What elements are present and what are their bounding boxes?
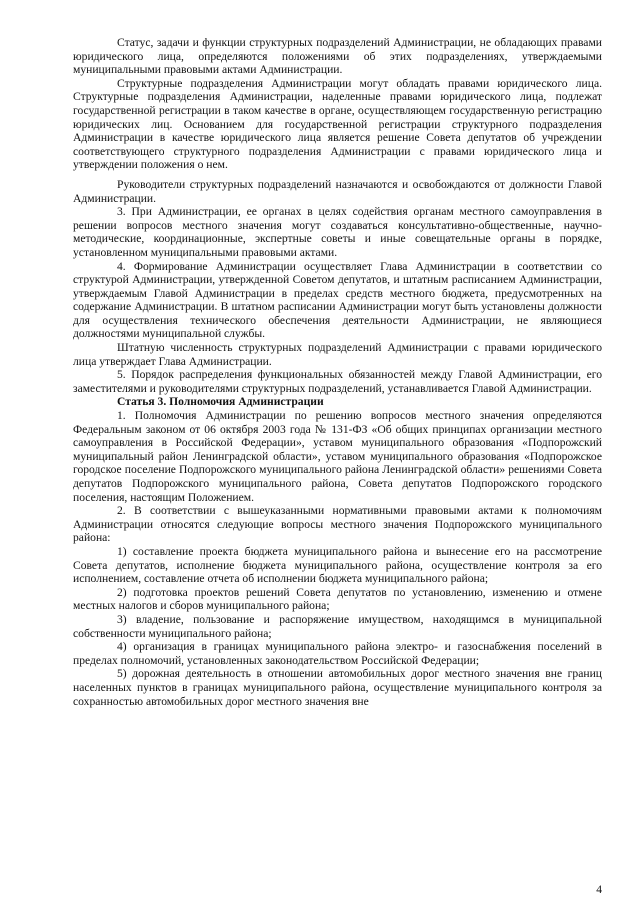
paragraph: Структурные подразделения Администрации могут обладать правами юридического лица. Структурные подразделения Администрации, наделенные правами юридического лица, подлежат государственной регистрации в таком качестве в органе, осуществляющем государственную регистрацию юридических лиц. Основанием для государственной регистрации структурного подразделения Администрации в качестве юридического лица является решение Совета депутатов об учреждении соответствующего структурного подразделения Администрации с правами юридического лица и утверждении положения о нем. (73, 76, 602, 172)
paragraph: 4. Формирование Администрации осуществляет Глава Администрации в соответствии со структурой Администрации, утвержденной Советом депутатов, и штатным расписанием Администрации, утверждаемым Главой Администрации в пределах средств местного бюджета, предусмотренных на содержание Администрации. В штатном расписании Администрации могут быть установлены должности для осуществления технического обеспечения деятельности Администрации, не являющиеся должностями муниципальной службы. (73, 259, 602, 341)
paragraph: Руководители структурных подразделений назначаются и освобождаются от должности Главой Администрации. (73, 177, 602, 205)
list-item: 3) владение, пользование и распоряжение имуществом, находящимся в муниципальной собственности муниципального района; (73, 612, 602, 640)
paragraph: Статус, задачи и функции структурных подразделений Администрации, не обладающих правами юридического лица, определяются положениями об этих подразделениях, утверждаемыми муниципальными правовыми актами Администрации. (73, 36, 602, 77)
list-item: 5) дорожная деятельность в отношении автомобильных дорог местного значения вне границ населенных пунктов в границах муниципального района, осуществление муниципального контроля за сохранностью автомобильных дорог местного значения вне (73, 667, 602, 708)
paragraph: 3. При Администрации, ее органах в целях содействия органам местного самоуправления в решении вопросов местного значения могут создаваться консультативно-общественные, научно-методические, координационные, экспертные советы и иные совещательные органы в порядке, установленном муниципальными правовыми актами. (73, 205, 602, 259)
paragraph: 5. Порядок распределения функциональных обязанностей между Главой Администрации, его заместителями и руководителями структурных подразделений, устанавливается Главой Администрации. (73, 368, 602, 395)
paragraph: Штатную численность структурных подразделений Администрации с правами юридического лица утверждает Глава Администрации. (73, 341, 602, 368)
paragraph: 2. В соответствии с вышеуказанными нормативными правовыми актами к полномочиям Администрации относятся следующие вопросы местного значения Подпорожского муниципального района: (73, 504, 602, 545)
page-number: 4 (596, 883, 602, 896)
document-body (73, 36, 602, 708)
section-heading: Статья 3. Полномочия Администрации (117, 395, 324, 409)
list-item: 4) организация в границах муниципального района электро- и газоснабжения поселений в пределах полномочий, установленных законодательством Российской Федерации; (73, 640, 602, 667)
list-item: 1) составление проекта бюджета муниципального района и вынесение его на рассмотрение Совета депутатов, исполнение бюджета муниципального района, осуществление контроля за его исполнением, составление отчета об исполнении бюджета муниципального района; (73, 544, 602, 586)
list-item: 2) подготовка проектов решений Совета депутатов по установлению, изменению и отмене местных налогов и сборов муниципального района; (73, 585, 602, 613)
paragraph: 1. Полномочия Администрации по решению вопросов местного значения определяются Федеральным законом от 06 октября 2003 года № 131-ФЗ «Об общих принципах организации местного самоуправления в Российской Федерации», уставом муниципального образования «Подпорожский муниципальный район Ленинградской области», уставом муниципального образования «Подпорожское городское поселение Подпорожского муниципального района Ленинградской области» решениями Совета депутатов Подпорожского муниципального района, Совета депутатов Подпорожского городского поселения, настоящим Положением. (73, 409, 602, 504)
